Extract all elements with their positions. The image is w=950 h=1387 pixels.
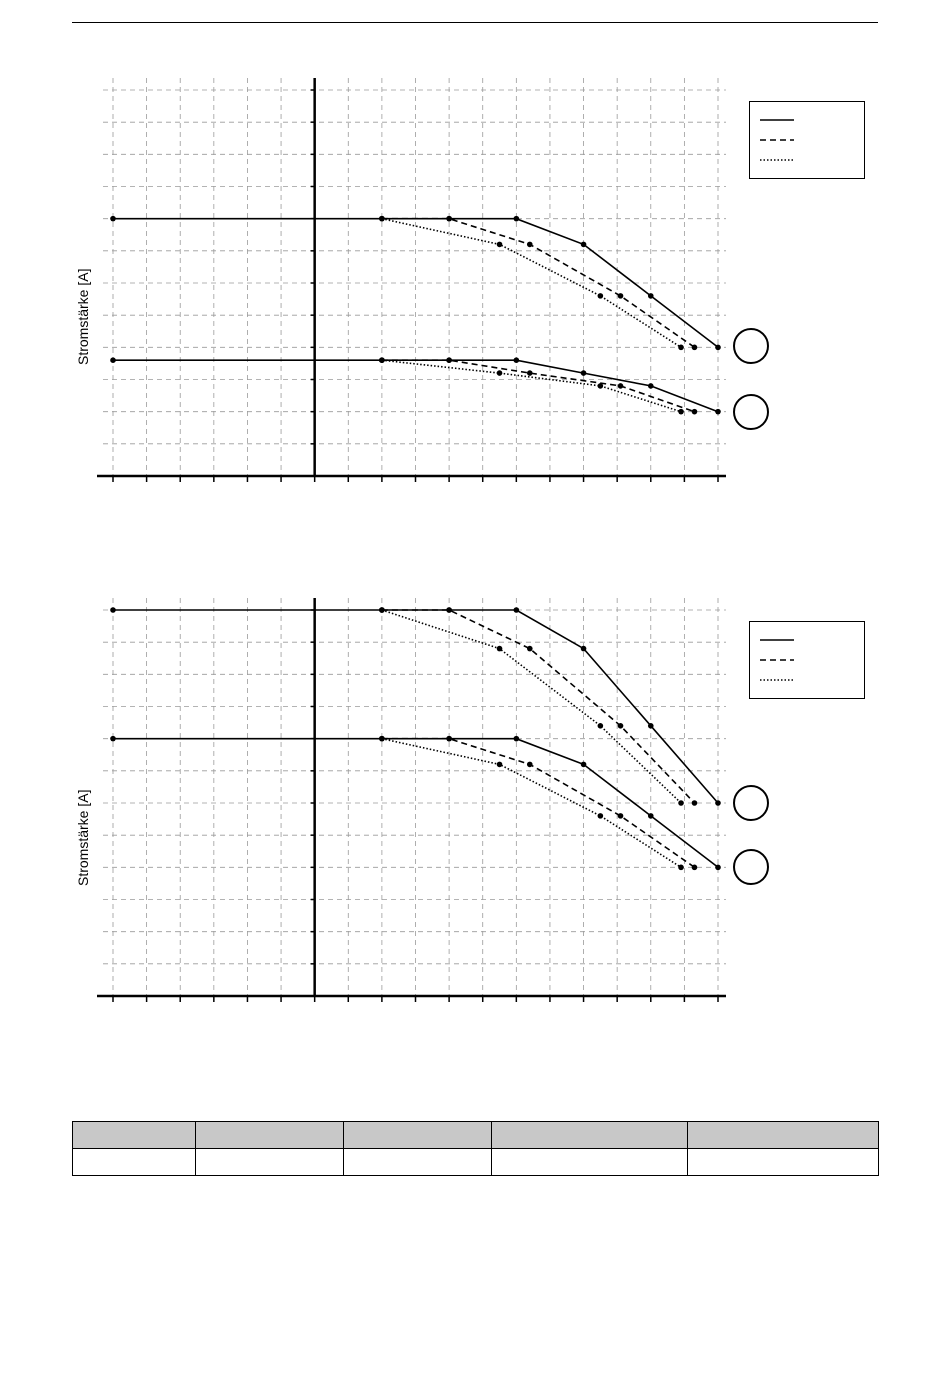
data-point-solid-group2	[110, 357, 116, 363]
table-header-cell	[688, 1122, 879, 1149]
data-point-dashed-group2	[446, 736, 452, 742]
data-point-dashed-group1	[618, 293, 624, 299]
data-point-solid-group2	[648, 383, 654, 389]
table-cell	[344, 1149, 492, 1176]
series-line-dotted-group2	[382, 360, 681, 412]
data-point-dotted-group2	[497, 762, 503, 768]
data-point-solid-group2	[648, 813, 654, 819]
chart-lower	[0, 580, 950, 1040]
legend-swatches	[750, 102, 866, 180]
table-cell	[688, 1149, 879, 1176]
callout-circle-2	[733, 849, 769, 885]
table-cell	[492, 1149, 688, 1176]
results-table	[72, 1121, 879, 1176]
callout-circle-2	[733, 394, 769, 430]
data-point-dotted-group2	[598, 383, 604, 389]
table-cell	[73, 1149, 196, 1176]
data-point-solid-group1	[110, 216, 116, 222]
data-point-solid-group2	[581, 762, 587, 768]
data-point-dashed-group1	[446, 607, 452, 613]
callout-circle-1	[733, 785, 769, 821]
data-point-dashed-group1	[446, 216, 452, 222]
data-point-solid-group1	[648, 723, 654, 729]
data-point-dotted-group1	[497, 242, 503, 248]
data-point-solid-group2	[715, 865, 721, 871]
data-point-solid-group1	[581, 646, 587, 652]
data-point-solid-group1	[514, 216, 520, 222]
data-point-dashed-group2	[527, 370, 533, 376]
data-point-dotted-group1	[379, 216, 385, 222]
data-point-solid-group1	[715, 800, 721, 806]
chart-upper	[0, 60, 950, 520]
table-header-row	[73, 1122, 879, 1149]
legend	[749, 621, 865, 699]
data-point-dashed-group2	[618, 813, 624, 819]
data-point-dotted-group1	[678, 800, 684, 806]
table-row	[73, 1149, 879, 1176]
data-point-dotted-group1	[598, 723, 604, 729]
legend	[749, 101, 865, 179]
data-point-dotted-group2	[379, 357, 385, 363]
data-point-dashed-group2	[618, 383, 624, 389]
y-axis-label: Stromstärke [A]	[75, 789, 91, 886]
data-point-dotted-group1	[598, 293, 604, 299]
data-point-solid-group2	[514, 736, 520, 742]
data-point-dotted-group2	[497, 370, 503, 376]
y-axis-label: Stromstärke [A]	[75, 268, 91, 365]
data-point-solid-group2	[110, 736, 116, 742]
data-point-dashed-group1	[527, 242, 533, 248]
table-header-cell	[492, 1122, 688, 1149]
data-point-solid-group1	[514, 607, 520, 613]
data-point-dotted-group2	[678, 865, 684, 871]
data-point-solid-group1	[648, 293, 654, 299]
table-header-cell	[344, 1122, 492, 1149]
data-point-dashed-group2	[692, 409, 698, 415]
data-point-dotted-group1	[497, 646, 503, 652]
data-point-solid-group2	[715, 409, 721, 415]
data-point-dotted-group2	[678, 409, 684, 415]
data-point-dotted-group1	[379, 607, 385, 613]
data-point-dashed-group1	[692, 345, 698, 351]
data-point-dashed-group2	[527, 762, 533, 768]
table-cell	[196, 1149, 344, 1176]
data-point-dotted-group2	[379, 736, 385, 742]
data-point-dashed-group2	[446, 357, 452, 363]
data-point-dotted-group1	[678, 345, 684, 351]
top-rule	[72, 22, 878, 23]
data-point-solid-group2	[581, 370, 587, 376]
table-header-cell	[73, 1122, 196, 1149]
data-point-solid-group2	[514, 357, 520, 363]
data-point-dashed-group1	[527, 646, 533, 652]
data-point-dashed-group1	[692, 800, 698, 806]
table-header-cell	[196, 1122, 344, 1149]
data-point-dotted-group2	[598, 813, 604, 819]
callout-circle-1	[733, 328, 769, 364]
data-point-solid-group1	[715, 345, 721, 351]
data-point-dashed-group2	[692, 865, 698, 871]
legend-swatches	[750, 622, 866, 700]
data-point-dashed-group1	[618, 723, 624, 729]
data-point-solid-group1	[581, 242, 587, 248]
data-point-solid-group1	[110, 607, 116, 613]
